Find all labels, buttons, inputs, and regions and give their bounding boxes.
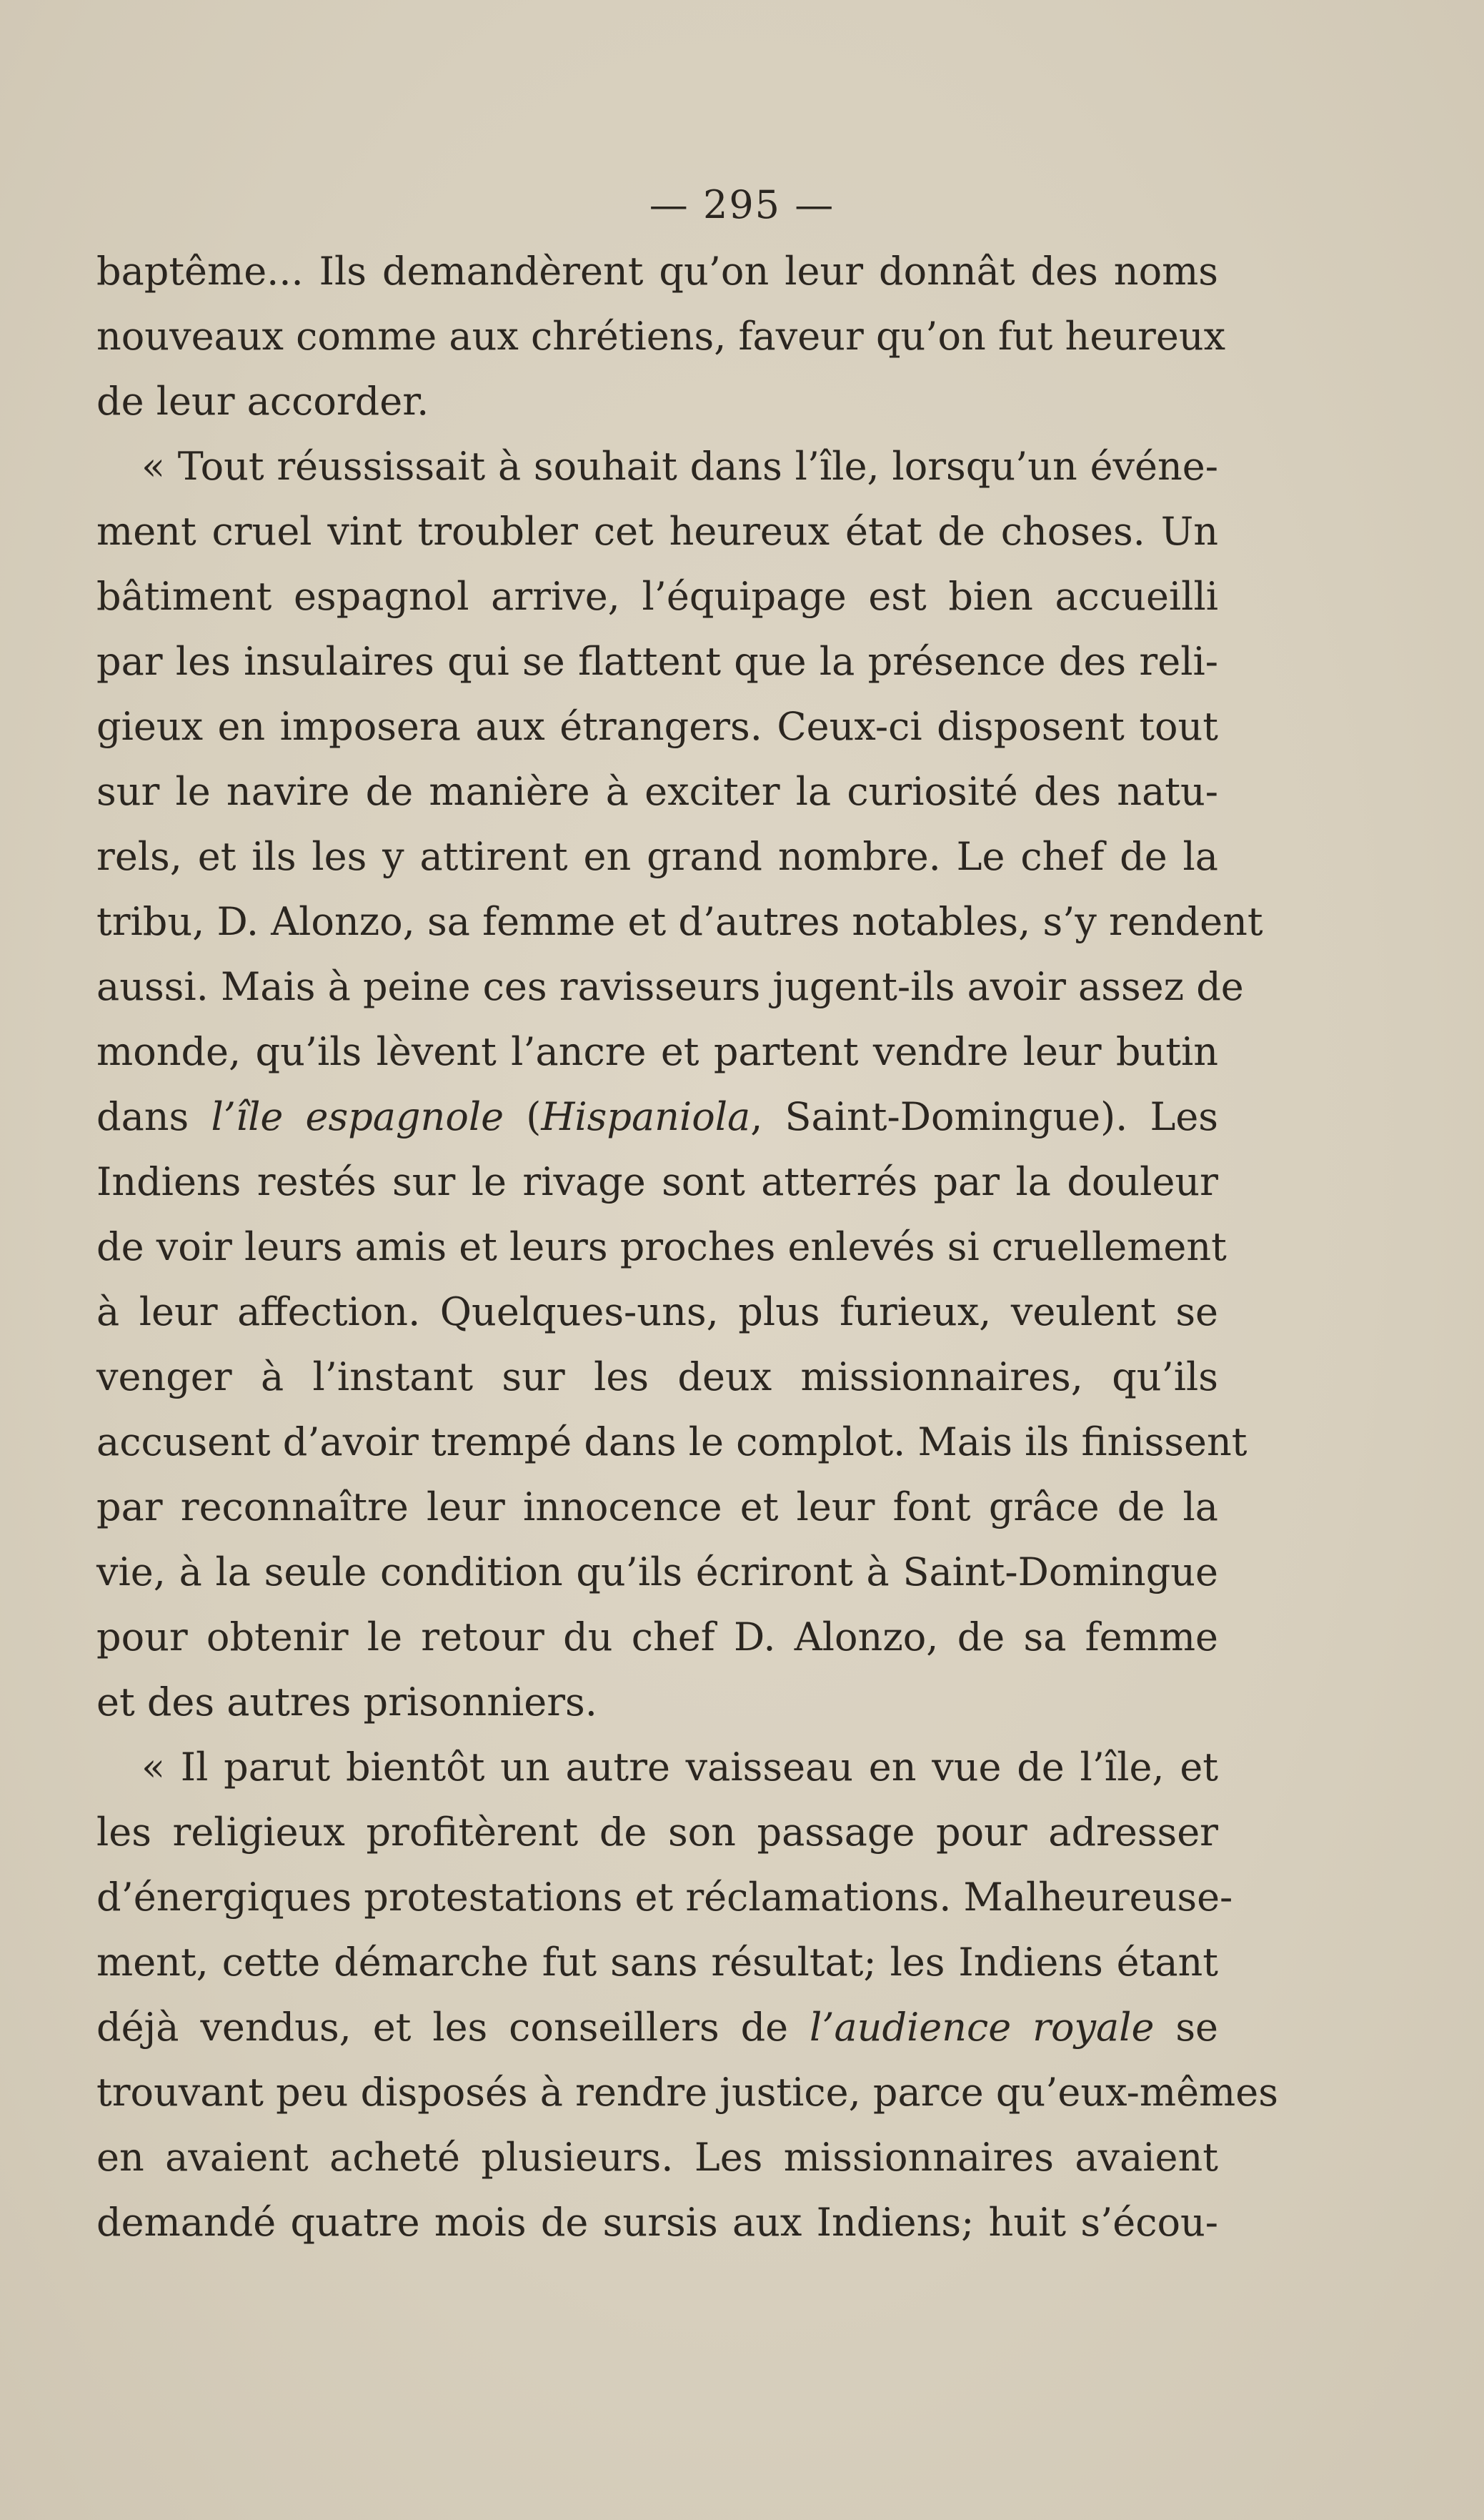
text-line: monde, qu’ils lèvent l’ancre et partent vendre leur butin [96, 1029, 1218, 1074]
text-run: déjà vendus, et les conseillers de [96, 2005, 810, 2050]
text-line: Indiens restés sur le rivage sont atterrés par la douleur [96, 1159, 1218, 1204]
text-line: accusent d’avoir trempé dans le complot. Mais ils finissent [96, 1419, 1248, 1464]
text-line: ment cruel vint troubler cet heureux état de choses. Un [96, 509, 1218, 554]
italic-term: l’audience royale [810, 2005, 1155, 2050]
text-line: trouvant peu disposés à rendre justice, parce qu’eux-mêmes [96, 2070, 1278, 2115]
text-line: ment, cette démarche fut sans résultat; les Indiens étant [96, 1940, 1218, 1985]
paragraph-start-line: « Tout réussissait à souhait dans l’île, lorsqu’un événe- [141, 444, 1218, 489]
text-line: sur le navire de manière à exciter la curiosité des natu- [96, 769, 1218, 814]
page-number: — 295 — [649, 182, 835, 227]
text-line: d’énergiques protestations et réclamations. Malheureuse- [96, 1875, 1233, 1920]
text-line: les religieux profitèrent de son passage pour adresser [96, 1810, 1218, 1855]
text-line: à leur affection. Quelques-uns, plus furieux, veulent se [96, 1289, 1218, 1334]
text-line: venger à l’instant sur les deux missionnaires, qu’ils [96, 1354, 1218, 1399]
text-line: par les insulaires qui se flattent que la présence des reli- [96, 639, 1218, 684]
italic-place-name: Hispaniola [541, 1094, 751, 1139]
text-run: dans [96, 1094, 211, 1139]
text-line: bâtiment espagnol arrive, l’équipage est bien accueilli [96, 574, 1218, 619]
text-line: tribu, D. Alonzo, sa femme et d’autres notables, s’y rendent [96, 899, 1263, 944]
text-line: de leur accorder. [96, 379, 429, 424]
text-line: par reconnaître leur innocence et leur font grâce de la [96, 1484, 1218, 1529]
text-line: baptême... Ils demandèrent qu’on leur donnât des noms [96, 249, 1218, 294]
paragraph-start-line: « Il parut bientôt un autre vaisseau en vue de l’île, et [141, 1745, 1218, 1790]
text-line: vie, à la seule condition qu’ils écriront à Saint-Domingue [96, 1549, 1218, 1594]
text-run: se [1154, 2005, 1218, 2050]
text-line: en avaient acheté plusieurs. Les missionnaires avaient [96, 2135, 1218, 2180]
text-line: aussi. Mais à peine ces ravisseurs jugent-ils avoir assez de [96, 964, 1244, 1009]
text-line: et des autres prisonniers. [96, 1680, 597, 1725]
text-run: ( [504, 1094, 542, 1139]
text-line-with-italics [96, 1092, 1218, 1142]
text-line: pour obtenir le retour du chef D. Alonzo, de sa femme [96, 1614, 1218, 1660]
italic-place-name: l’île espagnole [211, 1094, 504, 1139]
text-line: gieux en imposera aux étrangers. Ceux-ci disposent tout [96, 704, 1218, 749]
text-line: rels, et ils les y attirent en grand nombre. Le chef de la [96, 834, 1218, 879]
text-line-with-italics [96, 2003, 1218, 2053]
text-line: de voir leurs amis et leurs proches enlevés si cruellement [96, 1224, 1227, 1269]
text-run: , Saint-Domingue). Les [750, 1094, 1219, 1139]
text-line: nouveaux comme aux chrétiens, faveur qu’on fut heureux [96, 314, 1226, 359]
text-line: demandé quatre mois de sursis aux Indiens; huit s’écou- [96, 2200, 1218, 2245]
